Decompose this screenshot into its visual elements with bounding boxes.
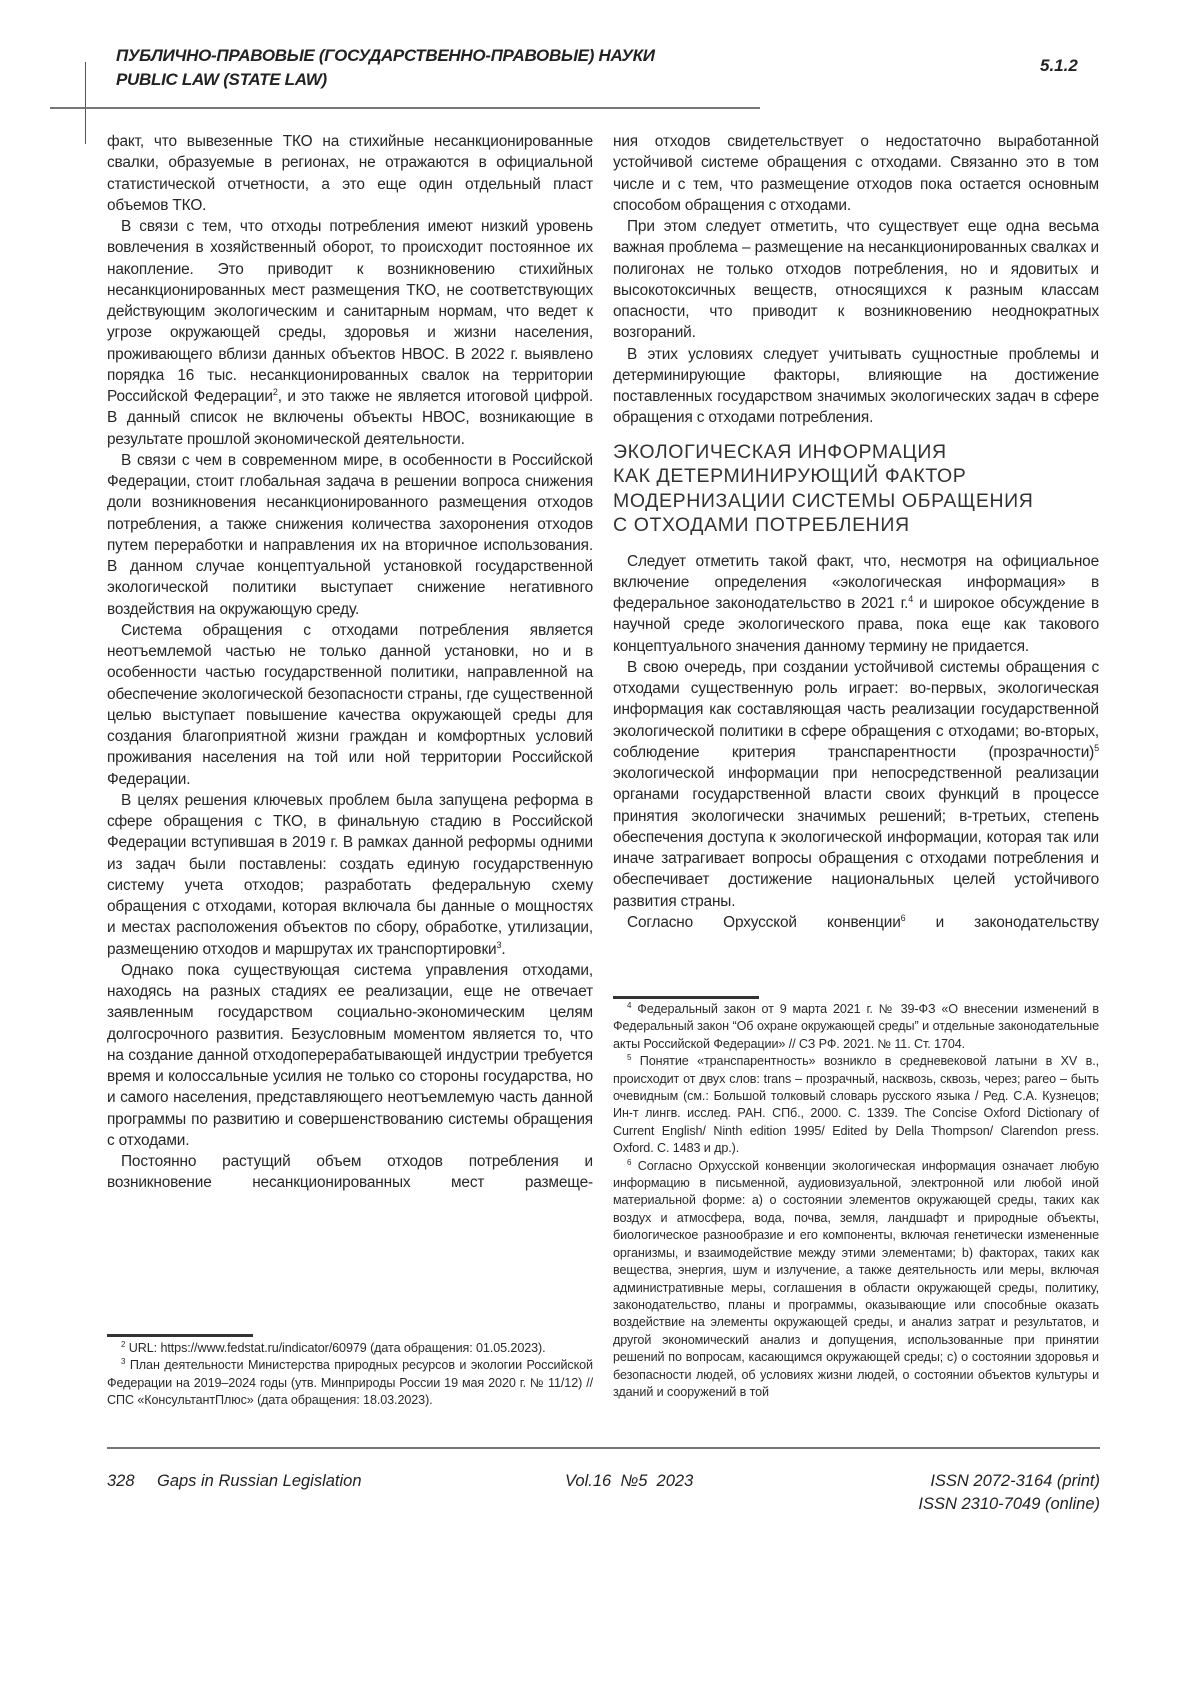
footnote-text: URL: https://www.fedstat.ru/indicator/60979 (дата обращения: 01.05.2023).: [128, 1341, 546, 1355]
footnote-text: Понятие «транспарентность» возникло в средневековой латыни в XV в., происходит от двух слов: trans – прозрачный, насквозь, сквозь, через; pareo – быть очевидным (см.: Большой толковый словарь русского языка / Ред. С.А. Кузнецов; Ин-т лингв. исслед. РАН. СПб., 2000. С. 1339. The Concise Oxford Dictionary of Current English/ Ninth edition 1995/ Edited by Della Thompson/ Clarendon press. Oxford. С. 1483 и др.).: [613, 1054, 1099, 1156]
section-heading: [613, 440, 1099, 538]
heading-line: МОДЕРНИЗАЦИИ СИСТЕМЫ ОБРАЩЕНИЯ: [613, 489, 1034, 512]
footnote: [613, 1158, 1099, 1402]
paragraph-text: ния отходов свидетельствует о недостаточно выработанной устойчивой системе обращения с отходами. Связанно это в том числе и с тем, что размещение отходов пока остается основным способом обращения с отходами.: [613, 133, 1099, 214]
paragraph: [107, 960, 593, 1151]
paragraph-text: Однако пока существующая система управления отходами, находясь на разных стадиях ее реализации, еще не отвечает заявленным государством социально-экономическим целям долгосрочного развития. Безусловным моментом является то, что на создание данной отходоперерабатывающей индустрии требуется время и колоссальные усилия не только со стороны государства, но и самого населения, представляющего неотъемлемую часть данной программы по развитию и совершенствованию системы обращения с отходами.: [107, 961, 593, 1149]
footnote-ref: 2: [272, 387, 278, 397]
paragraph: [613, 657, 1099, 912]
issue-info: Vol.16 №5 2023: [565, 1472, 694, 1490]
paragraph-text: экологической информации при непосредственной реализации органами государственной власти своих функций в процессе принятия экологически значимых решений; в-третьих, степень обеспечения доступа к экологической информации, которая так или иначе затрагивает вопросы обращения с отходами потребления и обеспечивает достижение национальных целей устойчивого развития страны.: [613, 765, 1099, 910]
footnote-rule-right: [613, 996, 759, 999]
paragraph-text: В этих условиях следует учитывать сущностные проблемы и детерминирующие факторы, влияющие на достижение поставленных государством значимых экологических задач в сфере обращения с отходами потребления.: [613, 345, 1099, 427]
section-title-en: PUBLIC LAW (STATE LAW): [116, 70, 327, 89]
footer-rule: [107, 1447, 1100, 1449]
footnote-ref: 3: [496, 939, 502, 950]
footnote: [107, 1340, 593, 1357]
paragraph-text: Согласно Орхусской конвенции: [627, 913, 901, 931]
footnote-ref: 6: [900, 912, 906, 923]
issn-online: ISSN 2310-7049 (online): [918, 1495, 1100, 1513]
paragraph-text: В связи с чем в современном мире, в особенности в Российской Федерации, стоит глобальная задача в решении вопроса снижения доли возникновения несанкционированного размещения отходов потребления, а также снижения количества захоронения отходов путем переработки и направления их на вторичное использования. В данном случае концептуальной установкой государственной экологической политики выступает снижение негативного воздействия на окружающую среду.: [107, 451, 593, 618]
footnote: [613, 1053, 1099, 1157]
right-column: [613, 131, 1099, 933]
issn-print: ISSN 2072-3164 (print): [930, 1472, 1100, 1490]
left-footnotes: [107, 1340, 593, 1410]
paragraph: [107, 620, 593, 790]
paragraph: [107, 131, 593, 216]
footnote-text: Федеральный закон от 9 марта 2021 г. № 39-ФЗ «О внесении изменений в Федеральный закон “Об охране окружающей среды” и отдельные законодательные акты Российской Федерации» // СЗ РФ. 2021. № 11. Ст. 1704.: [613, 1002, 1100, 1051]
heading-line: КАК ДЕТЕРМИНИРУЮЩИЙ ФАКТОР: [613, 465, 967, 487]
left-column: [107, 131, 593, 1194]
paragraph-text: факт, что вывезенные ТКО на стихийные несанкционированные свалки, образуемые в регионах, не отражаются в официальной статистической отчетности, а это еще один отдельный пласт объемов ТКО.: [107, 133, 593, 214]
paragraph: [613, 912, 1099, 933]
paragraph-text: , и это также не является итоговой цифрой. В данный список не включены объекты НВОС, возникающие в результате прошлой экономической деятельности.: [107, 388, 593, 448]
page-number: 328: [107, 1472, 135, 1490]
footnote-text: План деятельности Министерства природных ресурсов и экологии Российской Федерации на 2019–2024 годы (утв. Минприроды России 19 мая 2020 г. № 11/12) // СПС «КонсультантПлюс» (дата обращения: 18.03.2023).: [107, 1358, 593, 1408]
footnote: [107, 1357, 593, 1409]
section-code: 5.1.2: [1040, 56, 1078, 75]
paragraph-text: Постоянно растущий объем отходов потребления и возникновение несанкционированных мест размеще-: [107, 1153, 593, 1192]
right-footnotes: [613, 1001, 1099, 1401]
journal-name: Gaps in Russian Legislation: [157, 1472, 362, 1490]
footnote-text: Согласно Орхусской конвенции экологическая информация означает любую информацию в письменной, аудиовизуальной, электронной или любой иной материальной форме: a) о состоянии элементов окружающей среды, таких как воздух и атмосфера, вода, почва, земля, ландшафт и природные объекты, биологическое разнообразие и его компоненты, включая генетически измененные организмы, и взаимодействие между этими элементами; b) факторах, таких как вещества, энергия, шум и излучение, а также деятельность или меры, включая административные меры, соглашения в области окружающей среды, политику, законодательство, планы и программы, оказывающие или способные оказать воздействие на элементы окружающей среды, и анализ затрат и результатов, и другой экономический анализ и допущения, использованные при принятии решений по вопросам, касающимся окружающей среды; c) о состоянии здоровья и безопасности людей, об условиях жизни людей, о состоянии объектов культуры и зданий и сооружений в той: [613, 1158, 1099, 1399]
paragraph-text: Система обращения с отходами потребления является неотъемлемой частью не только данной установки, но и в особенности частью государственной политики, направленной на обеспечение экологической безопасности страны, где существенной целью выступает повышение качества окружающей среды для создания благоприятной жизни граждан и комфортных условий проживания населения на той или ной территории Российской Федерации.: [107, 621, 593, 788]
footnote-number: 3: [121, 1357, 126, 1367]
paragraph: [613, 551, 1099, 657]
heading-line: ЭКОЛОГИЧЕСКАЯ ИНФОРМАЦИЯ: [613, 440, 947, 463]
footnote-number: 2: [121, 1340, 126, 1349]
header-rule: [50, 107, 760, 109]
paragraph-text: Следует отметить такой факт, что, несмотря на официальное включение определения «экологическая информация» в федеральное законодательство в 2021 г.: [613, 552, 1099, 612]
paragraph-text: В целях решения ключевых проблем была запущена реформа в сфере обращения с ТКО, в финальную стадию в Российской Федерации вступившая в 2019 г. В рамках данной реформы одними из задач были поставлены: создать единую государственную систему учета отходов; разработать федеральную схему обращения с отходами, которая включала бы данные о мощностях и местах расположения объектов по сбору, обработке, утилизации, размещению отходов и маршрутах их транспортировки: [107, 791, 593, 958]
heading-line: С ОТХОДАМИ ПОТРЕБЛЕНИЯ: [613, 514, 910, 536]
footnote: [613, 1001, 1099, 1053]
paragraph: [613, 344, 1099, 429]
paragraph-text: и широкое обсуждение в научной среде экологического права, пока еще как такового концептуального значения данному термину не придается.: [613, 595, 1099, 655]
paragraph-text: В связи с тем, что отходы потребления имеют низкий уровень вовлечения в хозяйственный оборот, то происходит постоянное их накопление. Это приводит к возникновению стихийных несанкционированных мест размещения ТКО, не соответствующих действующим экологическим и санитарным нормам, что ведет к угрозе окружающей среды, здоровья и жизни населения, проживающего вблизи данных объектов НВОС. В 2022 г. выявлено порядка 16 тыс. несанкционированных свалок на территории Российской Федерации: [107, 218, 593, 405]
running-header: [116, 44, 655, 92]
paragraph-text: При этом следует отметить, что существует еще одна весьма важная проблема – размещение на несанкционированных свалках и полигонах не только отходов потребления, но и ядовитых и высокотоксичных веществ, относящихся к разным классам опасности, что приводит к возникновению неоднократных возгораний.: [613, 218, 1099, 342]
paragraph: [107, 450, 593, 620]
footnote-ref: 5: [1094, 742, 1099, 753]
section-title-ru: ПУБЛИЧНО-ПРАВОВЫЕ (ГОСУДАРСТВЕННО-ПРАВОВЫЕ) НАУКИ: [116, 46, 655, 65]
paragraph: [107, 790, 593, 960]
footnote-number: 6: [627, 1157, 632, 1167]
paragraph: [107, 1151, 593, 1194]
header-vertical-rule: [85, 62, 86, 144]
paragraph: [107, 216, 593, 450]
footnote-ref: 4: [908, 594, 914, 604]
footnote-number: 5: [627, 1053, 632, 1063]
paragraph: [613, 131, 1099, 216]
paragraph: [613, 216, 1099, 344]
paragraph-text: В свою очередь, при создании устойчивой системы обращения с отходами существенную роль играет: во-первых, экологическая информация как составляющая часть реализации государственной экологической политики в сфере обращения с отходами; во-вторых, соблюдение критерия транспарентности (прозрачности): [613, 658, 1099, 761]
paragraph-text: .: [501, 940, 506, 958]
footnote-number: 4: [627, 1001, 632, 1010]
paragraph-text: и законодательству: [905, 913, 1099, 931]
footnote-rule-left: [107, 1334, 253, 1337]
